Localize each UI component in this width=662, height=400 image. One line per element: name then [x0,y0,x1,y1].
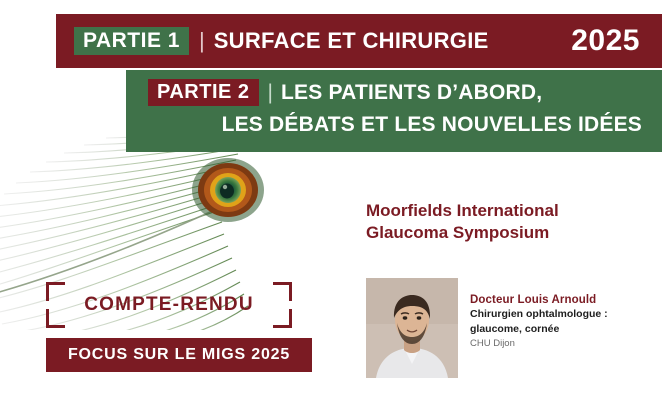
event-name [366,200,646,244]
speaker-name: Docteur Louis Arnould [470,294,597,306]
speaker-role-line-2: glaucome, cornée [470,323,560,336]
speaker-role-line-1: Chirurgien ophtalmologue : [470,308,608,320]
speaker-portrait [366,278,458,378]
part-1-tag: PARTIE 1 [74,27,189,55]
part-2-first-line [148,79,648,106]
speaker-details [470,294,608,349]
banner-part-1 [56,14,662,68]
part-1-separator: | [198,28,205,53]
poster-year: 2025 [571,24,640,57]
banner-part-2 [126,70,662,152]
part-2-title-line-2: LES DÉBATS ET LES NOUVELLES IDÉES [221,113,642,136]
speaker-institution: CHU Dijon [470,338,515,350]
report-label-frame [46,282,292,328]
part-1-title: SURFACE ET CHIRURGIE [213,28,489,53]
part-2-separator: | [267,81,274,104]
speaker-block [366,278,608,378]
part-2-tag: PARTIE 2 [148,79,259,106]
report-label: COMPTE-RENDU [84,294,254,315]
event-name-line-2: Glaucoma Symposium [366,222,550,242]
focus-banner: FOCUS SUR LE MIGS 2025 [46,338,312,372]
part-2-title-line-1: LES PATIENTS D’ABORD, [281,80,543,104]
event-name-line-1: Moorfields International [366,201,559,220]
